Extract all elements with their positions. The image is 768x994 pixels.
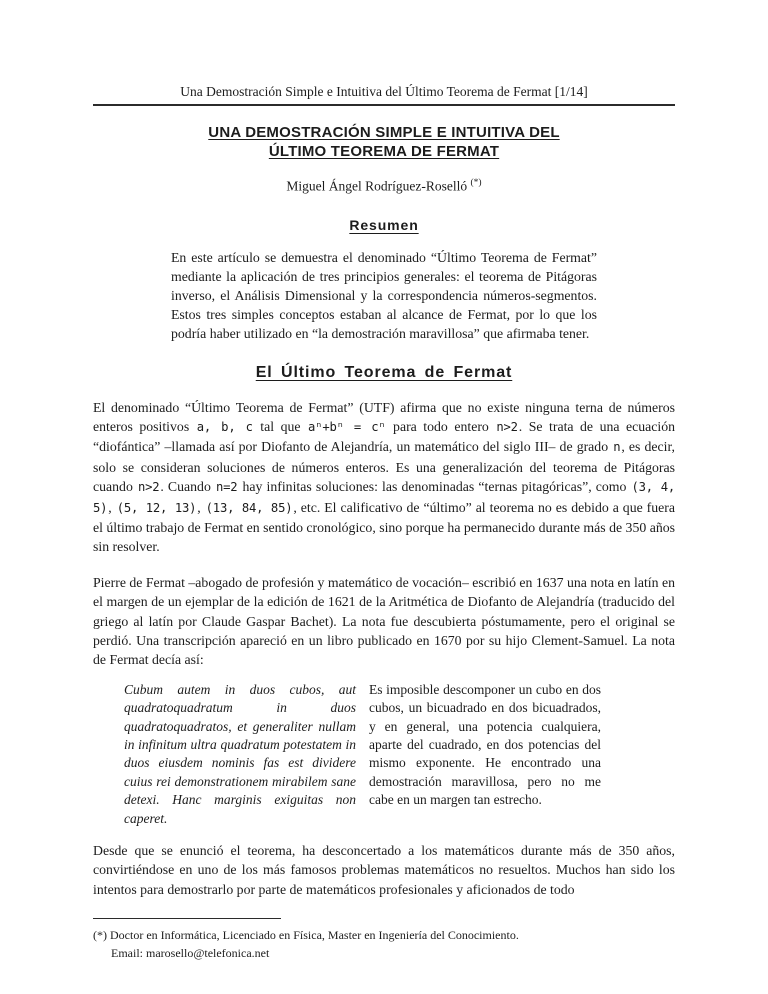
abstract-text: En este artículo se demuestra el denominado “Último Teorema de Fermat” mediante la aplicación de tres principios generales: el teorema de Pitágoras inverso, el Análisis Dimensional y la correspondencia números-segmentos. Estos tres simples conceptos estaban al alcance de Fermat, por lo que los podría haber utilizado en “la demostración maravillosa” que afirmaba tener.: [171, 249, 597, 342]
document-title: [93, 124, 675, 161]
author-note-mark: (*): [470, 178, 482, 188]
document-title-line1: UNA DEMOSTRACIÓN SIMPLE E INTUITIVA DEL: [208, 124, 560, 141]
footnote-email: Email: marosello@telefonica.net: [111, 945, 270, 960]
paragraph-since-stated: Desde que se enunció el teorema, ha desconcertado a los matemáticos durante más de 350 años, convirtiéndose en uno de los más famosos problemas matemáticos no resueltos. Muchos han sido los intentos para demostrarlo por parte de matemáticos profesionales y aficionados de todo: [93, 843, 675, 897]
footnote-credentials: (*) Doctor en Informática, Licenciado en Física, Master en Ingeniería del Conocimiento.: [93, 928, 519, 943]
paragraph-theorem-statement: El denominado “Último Teorema de Fermat” (UTF) afirma que no existe ninguna terna de números enteros positivos a, b, c tal que aⁿ+bⁿ = cⁿ para todo entero n>2. Se trata de una ecuación “diofántica” –llamada así por Diofanto de Alejandría, un matemático del siglo III– de grado n, es decir, solo se consideran soluciones de números enteros. Es una generalización del teorema de Pitágoras cuando n>2. Cuando n=2 hay infinitas soluciones: las denominadas “ternas pitagóricas”, como (3, 4, 5), (5, 12, 13), (13, 84, 85), etc. El calificativo de “último” al teorema no es debido a que fuera el último trabajo de Fermat en sentido cronológico, sino porque ha permanecido durante más de 350 años sin resolver.: [93, 399, 676, 555]
footnote-separator-rule: [93, 918, 281, 919]
running-title: Una Demostración Simple e Intuitiva del Último Teorema de Fermat [1/14]: [180, 84, 588, 99]
abstract-heading: Resumen: [349, 216, 419, 233]
paragraph-fermat-margin-note: Pierre de Fermat –abogado de profesión y matemático de vocación– escribió en 1637 una nota en latín en el margen de un ejemplar de la edición de 1621 de la Aritmética de Diofanto de Alejandría (traducido del griego al latín por Claude Gaspar Bachet). La nota fue descubierta póstumamente, pero el original se perdió. Una transcripción apareció en un libro publicado en 1670 por su hijo Clement-Samuel. La nota de Fermat decía así:: [93, 574, 675, 668]
quote-latin-column: Cubum autem in duos cubos, aut quadratoquadratum in duos quadratoquadratos, et generaliter nullam in infinitum ultra quadratum potestatem in duos eiusdem nominis fas est dividere cuius rei demonstrationem mirabilem sane detexi. Hanc marginis exiguitas non caperet.: [124, 681, 356, 826]
page-header: [93, 84, 675, 106]
footnote: [93, 927, 675, 962]
document-title-line2: ÚLTIMO TEOREMA DE FERMAT: [268, 142, 500, 160]
quote-spanish-column: Es imposible descomponer un cubo en dos cubos, un bicuadrado en dos bicuadrados, y en general, una potencia cualquiera, aparte del cuadrado, en dos potencias del mismo exponente. He encontrado una demostración maravillosa, pero no me cabe en un margen tan estrecho.: [369, 681, 601, 808]
section-heading: El Último Teorema de Fermat: [255, 363, 513, 381]
author-line: [93, 178, 675, 195]
author-name: Miguel Ángel Rodríguez-Roselló: [286, 178, 471, 194]
fermat-quote-block: [93, 681, 675, 828]
